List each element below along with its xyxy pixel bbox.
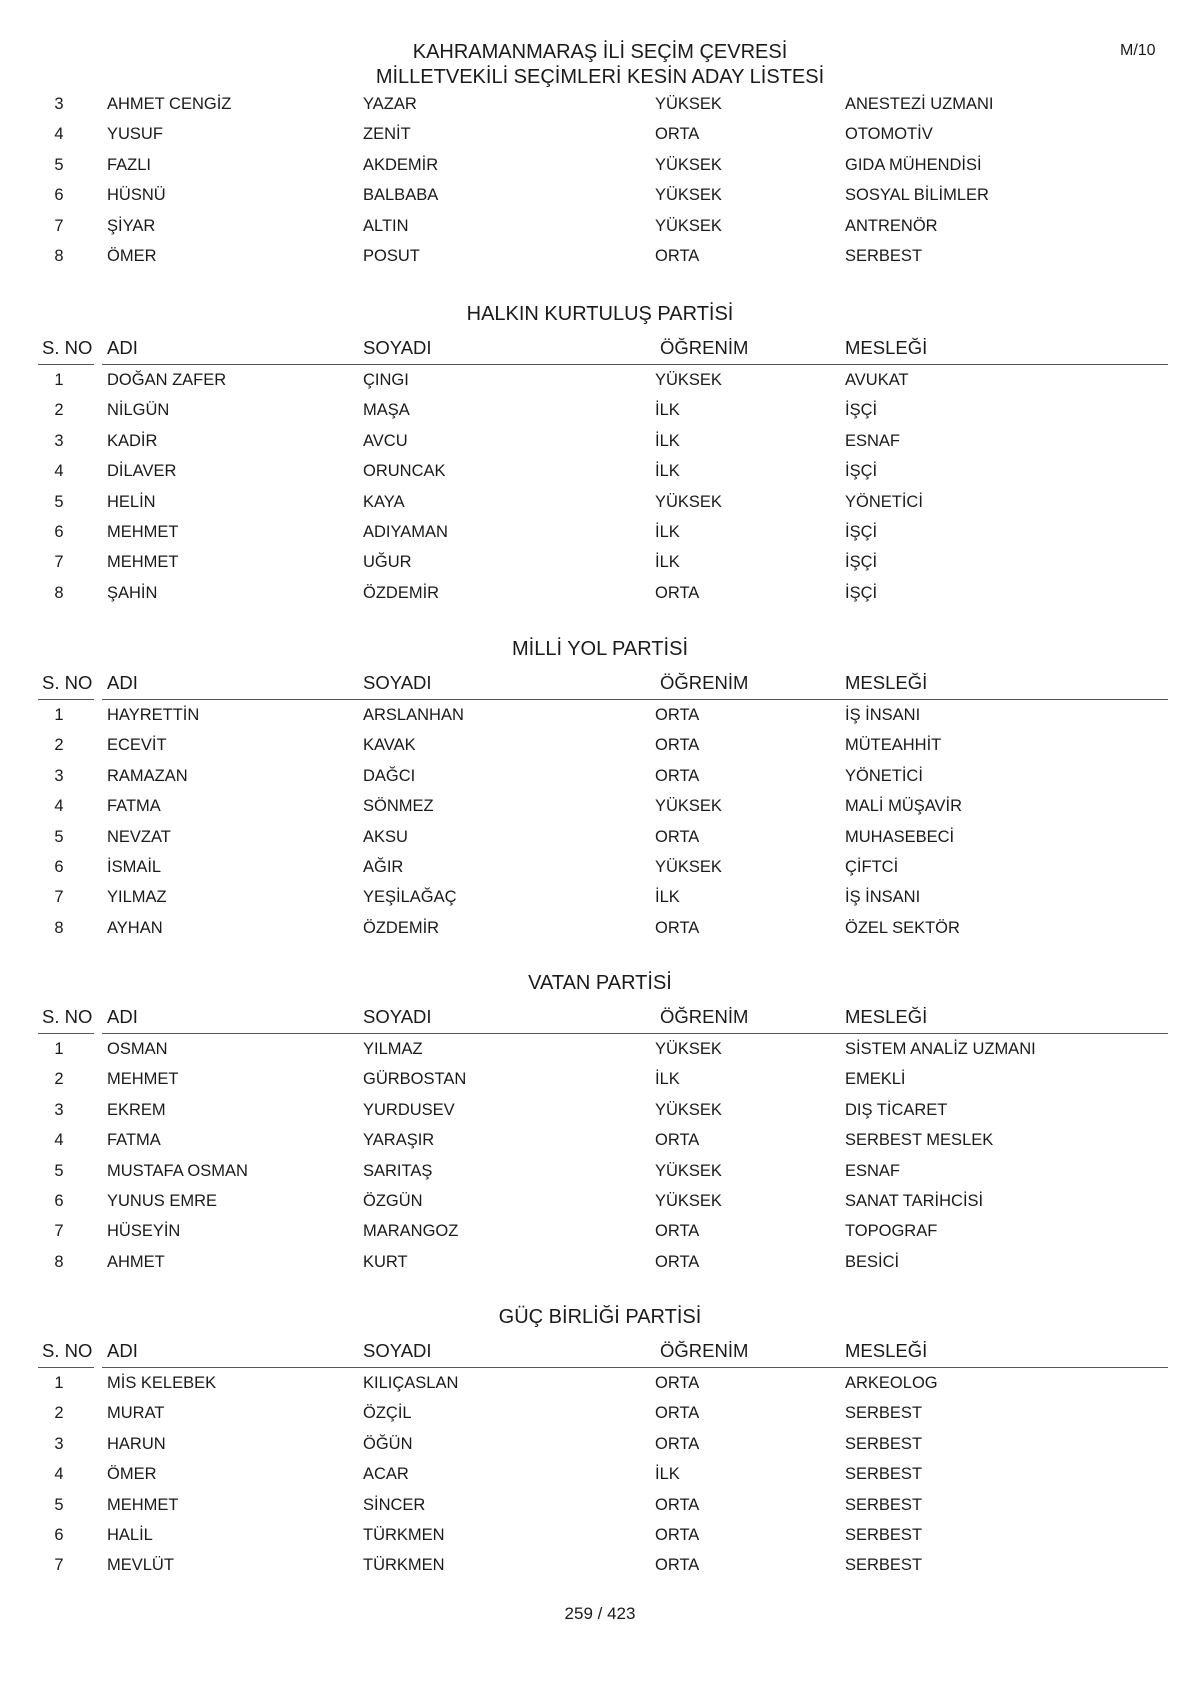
cell-profession: OTOMOTİV	[845, 125, 933, 144]
cell-no: 1	[54, 1040, 64, 1058]
table-row	[38, 822, 1168, 852]
cell-surname: SÖNMEZ	[363, 797, 434, 816]
cell-education: İLK	[655, 1465, 680, 1484]
cell-education: YÜKSEK	[655, 186, 722, 205]
cell-name: FATMA	[107, 797, 161, 816]
cell-profession: SERBEST	[845, 1434, 923, 1453]
col-header-profession: MESLEĞİ	[845, 337, 928, 358]
col-header-surname: SOYADI	[363, 337, 432, 358]
cell-name: ÖMER	[107, 1465, 157, 1484]
cell-name: KADİR	[107, 431, 158, 450]
cell-profession: GIDA MÜHENDİSİ	[845, 155, 982, 174]
cell-name: RAMAZAN	[107, 766, 188, 785]
cell-education: YÜKSEK	[655, 1191, 722, 1210]
cell-education: ORTA	[655, 706, 700, 724]
cell-no: 3	[54, 95, 64, 113]
party-title: GÜÇ BİRLİĞİ PARTİSİ	[498, 1306, 702, 1328]
cell-name: DİLAVER	[107, 462, 177, 481]
col-header-profession: MESLEĞİ	[845, 1006, 928, 1027]
cell-surname: MAŞA	[363, 401, 410, 420]
cell-no: 3	[54, 431, 64, 450]
cell-no: 7	[54, 553, 64, 572]
cell-surname: KAVAK	[363, 736, 416, 755]
cell-education: YÜKSEK	[655, 857, 722, 876]
cell-name: ŞİYAR	[107, 216, 156, 235]
table-row	[38, 456, 1168, 486]
cell-profession: ESNAF	[845, 1161, 901, 1180]
col-header-education: ÖĞRENİM	[660, 672, 749, 693]
table-row	[38, 1186, 1168, 1216]
cell-surname: AKSU	[363, 827, 408, 846]
cell-surname: AĞIR	[363, 857, 404, 876]
table-row	[38, 426, 1168, 456]
table-row	[38, 700, 1168, 730]
cell-surname: TÜRKMEN	[363, 1556, 445, 1575]
cell-education: İLK	[655, 888, 680, 907]
cell-education: ORTA	[655, 1222, 700, 1241]
cell-surname: AKDEMİR	[363, 155, 439, 174]
cell-surname: SARITAŞ	[363, 1161, 433, 1180]
cell-education: YÜKSEK	[655, 797, 722, 816]
table-row	[38, 1156, 1168, 1186]
table-row	[38, 180, 1168, 210]
party-title: VATAN PARTİSİ	[528, 972, 672, 994]
cell-no: 5	[54, 492, 64, 511]
cell-profession: YÖNETİCİ	[845, 492, 923, 511]
cell-name: DOĞAN ZAFER	[107, 371, 227, 389]
table-header	[38, 1000, 1168, 1034]
cell-no: 2	[54, 1404, 64, 1423]
table-row	[38, 1429, 1168, 1459]
table-row	[38, 1216, 1168, 1246]
col-header-name: ADI	[107, 672, 138, 693]
cell-no: 7	[54, 216, 64, 235]
col-header-education: ÖĞRENİM	[660, 1340, 749, 1361]
cell-no: 2	[54, 736, 64, 755]
cell-surname: KAYA	[363, 492, 405, 511]
cell-profession: İŞÇİ	[845, 583, 878, 602]
table-row	[38, 150, 1168, 180]
cell-name: AHMET CENGİZ	[107, 95, 232, 113]
table-row	[38, 1247, 1168, 1277]
cell-name: HAYRETTİN	[107, 706, 200, 724]
cell-no: 2	[54, 1070, 64, 1089]
cell-no: 2	[54, 401, 64, 420]
page-header	[0, 40, 1200, 90]
cell-education: İLK	[655, 431, 680, 450]
cell-surname: ORUNCAK	[363, 462, 446, 481]
cell-education: ORTA	[655, 1525, 700, 1544]
cell-no: 6	[54, 186, 64, 205]
cell-profession: İŞ İNSANI	[845, 706, 921, 724]
cell-education: ORTA	[655, 1374, 700, 1392]
cell-no: 1	[54, 706, 64, 724]
cell-no: 7	[54, 1556, 64, 1575]
cell-no: 4	[54, 1465, 64, 1484]
cell-surname: ÖZGÜN	[363, 1191, 423, 1210]
col-header-name: ADI	[107, 1340, 138, 1361]
cell-surname: KILIÇASLAN	[363, 1374, 459, 1392]
cell-name: ŞAHİN	[107, 583, 158, 602]
cell-education: YÜKSEK	[655, 371, 722, 389]
cell-surname: YEŞİLAĞAÇ	[363, 888, 457, 907]
col-header-profession: MESLEĞİ	[845, 672, 928, 693]
cell-surname: YAZAR	[363, 95, 417, 113]
party-title: HALKIN KURTULUŞ PARTİSİ	[466, 303, 734, 325]
cell-education: İLK	[655, 1070, 680, 1089]
cell-no: 5	[54, 155, 64, 174]
cell-name: MEHMET	[107, 522, 179, 541]
table-row	[38, 791, 1168, 821]
cell-no: 8	[54, 246, 64, 265]
cell-profession: İŞÇİ	[845, 553, 878, 572]
cell-no: 3	[54, 1100, 64, 1119]
table-header	[38, 1334, 1168, 1368]
cell-profession: ÇİFTCİ	[845, 857, 899, 876]
cell-profession: SERBEST	[845, 1495, 923, 1514]
cell-surname: GÜRBOSTAN	[363, 1070, 467, 1089]
cell-name: NEVZAT	[107, 827, 171, 846]
cell-name: MİS KELEBEK	[107, 1374, 217, 1392]
cell-name: HÜSEYİN	[107, 1222, 181, 1241]
cell-name: MUSTAFA OSMAN	[107, 1161, 248, 1180]
table-row	[38, 241, 1168, 271]
cell-profession: BESİCİ	[845, 1252, 900, 1271]
party-title: MİLLİ YOL PARTİSİ	[512, 638, 688, 660]
cell-name: MEVLÜT	[107, 1556, 174, 1575]
cell-surname: ÖZDEMİR	[363, 918, 440, 937]
col-header-profession: MESLEĞİ	[845, 1340, 928, 1361]
table-row	[38, 913, 1168, 943]
cell-profession: ANESTEZİ UZMANI	[845, 95, 994, 113]
cell-education: İLK	[655, 522, 680, 541]
cell-education: YÜKSEK	[655, 492, 722, 511]
cell-profession: İŞÇİ	[845, 522, 878, 541]
table-row	[38, 578, 1168, 608]
cell-profession: ESNAF	[845, 431, 901, 450]
cell-no: 3	[54, 1434, 64, 1453]
table-row	[38, 211, 1168, 241]
cell-no: 4	[54, 797, 64, 816]
party-table	[38, 666, 1168, 943]
cell-surname: UĞUR	[363, 553, 412, 572]
cell-surname: ÇINGI	[363, 371, 409, 389]
cell-profession: ANTRENÖR	[845, 216, 938, 235]
table-row	[38, 1095, 1168, 1125]
cell-education: ORTA	[655, 1556, 700, 1575]
col-header-surname: SOYADI	[363, 672, 432, 693]
cell-education: ORTA	[655, 918, 700, 937]
cell-name: FAZLI	[107, 155, 152, 174]
cell-surname: ACAR	[363, 1465, 409, 1484]
cell-profession: SİSTEM ANALİZ UZMANI	[845, 1040, 1036, 1058]
col-header-name: ADI	[107, 337, 138, 358]
cell-profession: SOSYAL BİLİMLER	[845, 186, 989, 205]
cell-surname: YILMAZ	[363, 1040, 423, 1058]
cell-name: ÖMER	[107, 246, 157, 265]
col-header-education: ÖĞRENİM	[660, 1006, 749, 1027]
cell-no: 7	[54, 888, 64, 907]
cell-profession: YÖNETİCİ	[845, 766, 923, 785]
cell-name: HELİN	[107, 492, 156, 511]
cell-surname: ZENİT	[363, 125, 411, 144]
table-row	[38, 852, 1168, 882]
col-header-name: ADI	[107, 1006, 138, 1027]
page-indicator: 259 / 423	[564, 1604, 636, 1623]
cell-profession: İŞÇİ	[845, 401, 878, 420]
table-row	[38, 1459, 1168, 1489]
cell-surname: TÜRKMEN	[363, 1525, 445, 1544]
cell-education: YÜKSEK	[655, 1161, 722, 1180]
cell-no: 1	[54, 1374, 64, 1392]
cell-name: HARUN	[107, 1434, 166, 1453]
table-row	[38, 1064, 1168, 1094]
cell-education: ORTA	[655, 1404, 700, 1423]
party-table	[38, 331, 1168, 608]
cell-education: İLK	[655, 462, 680, 481]
cell-surname: YURDUSEV	[363, 1100, 455, 1119]
cell-name: HÜSNÜ	[107, 186, 166, 205]
party-table	[38, 1000, 1168, 1277]
cell-education: ORTA	[655, 125, 700, 144]
cell-name: ECEVİT	[107, 736, 167, 755]
table-row	[38, 89, 1168, 119]
carryover-table	[38, 89, 1168, 271]
table-row	[38, 1034, 1168, 1064]
cell-education: YÜKSEK	[655, 95, 722, 113]
table-row	[38, 761, 1168, 791]
col-header-no: S. NO	[42, 1006, 93, 1027]
cell-name: MEHMET	[107, 1495, 179, 1514]
cell-name: YUNUS EMRE	[107, 1191, 218, 1210]
table-row	[38, 1550, 1168, 1580]
cell-profession: SERBEST	[845, 1525, 923, 1544]
cell-education: ORTA	[655, 1252, 700, 1271]
cell-surname: ALTIN	[363, 216, 409, 235]
cell-name: İSMAİL	[107, 857, 162, 876]
header-title-line2: MİLLETVEKİLİ SEÇİMLERİ KESİN ADAY LİSTESİ	[375, 66, 825, 88]
cell-no: 6	[54, 522, 64, 541]
cell-profession: EMEKLİ	[845, 1070, 906, 1089]
cell-no: 8	[54, 918, 64, 937]
cell-no: 6	[54, 1191, 64, 1210]
cell-profession: SANAT TARİHCİSİ	[845, 1191, 984, 1210]
table-row	[38, 882, 1168, 912]
cell-profession: ÖZEL SEKTÖR	[845, 918, 960, 937]
cell-surname: ÖĞÜN	[363, 1434, 413, 1453]
cell-surname: ÖZÇİL	[363, 1404, 412, 1423]
cell-education: ORTA	[655, 766, 700, 785]
page-code: M/10	[1120, 42, 1156, 59]
cell-no: 4	[54, 462, 64, 481]
cell-name: NİLGÜN	[107, 401, 170, 420]
cell-education: ORTA	[655, 1495, 700, 1514]
cell-no: 1	[54, 371, 64, 389]
cell-surname: ADIYAMAN	[363, 522, 448, 541]
cell-profession: MALİ MÜŞAVİR	[845, 797, 963, 816]
col-header-no: S. NO	[42, 672, 93, 693]
col-header-surname: SOYADI	[363, 1340, 432, 1361]
cell-education: ORTA	[655, 583, 700, 602]
cell-education: YÜKSEK	[655, 1040, 722, 1058]
cell-profession: ARKEOLOG	[845, 1374, 938, 1392]
cell-no: 6	[54, 857, 64, 876]
table-header	[38, 331, 1168, 365]
table-row	[38, 1490, 1168, 1520]
party-table	[38, 1334, 1168, 1581]
col-header-no: S. NO	[42, 337, 93, 358]
cell-education: ORTA	[655, 1434, 700, 1453]
table-row	[38, 1368, 1168, 1398]
table-row	[38, 730, 1168, 760]
cell-surname: MARANGOZ	[363, 1222, 459, 1241]
cell-profession: AVUKAT	[845, 371, 909, 389]
cell-no: 8	[54, 583, 64, 602]
table-row	[38, 517, 1168, 547]
cell-profession: SERBEST	[845, 1556, 923, 1575]
cell-surname: POSUT	[363, 246, 420, 265]
cell-profession: SERBEST MESLEK	[845, 1131, 994, 1150]
table-row	[38, 365, 1168, 395]
cell-name: YUSUF	[107, 125, 163, 144]
cell-surname: AVCU	[363, 431, 408, 450]
cell-name: MEHMET	[107, 1070, 179, 1089]
cell-name: YILMAZ	[107, 888, 167, 907]
cell-surname: SİNCER	[363, 1495, 426, 1514]
cell-no: 4	[54, 1131, 64, 1150]
cell-education: ORTA	[655, 246, 700, 265]
cell-no: 7	[54, 1222, 64, 1241]
cell-profession: DIŞ TİCARET	[845, 1100, 948, 1119]
cell-name: AHMET	[107, 1252, 165, 1271]
cell-profession: TOPOGRAF	[845, 1222, 938, 1241]
col-header-surname: SOYADI	[363, 1006, 432, 1027]
cell-profession: SERBEST	[845, 246, 923, 265]
cell-no: 5	[54, 1495, 64, 1514]
cell-name: EKREM	[107, 1100, 166, 1119]
table-header	[38, 666, 1168, 700]
cell-name: MEHMET	[107, 553, 179, 572]
cell-no: 5	[54, 1161, 64, 1180]
table-row	[38, 1398, 1168, 1428]
cell-profession: MÜTEAHHİT	[845, 736, 942, 755]
cell-no: 4	[54, 125, 64, 144]
cell-surname: DAĞCI	[363, 766, 416, 785]
cell-name: HALİL	[107, 1525, 153, 1544]
cell-surname: KURT	[363, 1252, 408, 1271]
cell-education: ORTA	[655, 1131, 700, 1150]
header-title-line1: KAHRAMANMARAŞ İLİ SEÇİM ÇEVRESİ	[412, 41, 788, 63]
cell-profession: İŞÇİ	[845, 462, 878, 481]
cell-no: 3	[54, 766, 64, 785]
cell-profession: MUHASEBECİ	[845, 827, 955, 846]
cell-name: OSMAN	[107, 1040, 168, 1058]
table-row	[38, 1520, 1168, 1550]
cell-name: FATMA	[107, 1131, 161, 1150]
table-row	[38, 119, 1168, 149]
cell-profession: SERBEST	[845, 1465, 923, 1484]
cell-surname: BALBABA	[363, 186, 439, 205]
cell-name: AYHAN	[107, 918, 163, 937]
cell-education: İLK	[655, 553, 680, 572]
col-header-no: S. NO	[42, 1340, 93, 1361]
table-row	[38, 487, 1168, 517]
cell-profession: İŞ İNSANI	[845, 888, 921, 907]
table-row	[38, 395, 1168, 425]
cell-surname: ARSLANHAN	[363, 706, 464, 724]
cell-surname: ÖZDEMİR	[363, 583, 440, 602]
table-row	[38, 1125, 1168, 1155]
cell-education: ORTA	[655, 827, 700, 846]
col-header-education: ÖĞRENİM	[660, 337, 749, 358]
cell-no: 5	[54, 827, 64, 846]
cell-name: MURAT	[107, 1404, 165, 1423]
cell-surname: YARAŞIR	[363, 1131, 435, 1150]
cell-education: YÜKSEK	[655, 1100, 722, 1119]
cell-education: İLK	[655, 401, 680, 420]
cell-profession: SERBEST	[845, 1404, 923, 1423]
cell-no: 6	[54, 1525, 64, 1544]
cell-education: YÜKSEK	[655, 155, 722, 174]
cell-no: 8	[54, 1252, 64, 1271]
cell-education: ORTA	[655, 736, 700, 755]
table-row	[38, 547, 1168, 577]
cell-education: YÜKSEK	[655, 216, 722, 235]
